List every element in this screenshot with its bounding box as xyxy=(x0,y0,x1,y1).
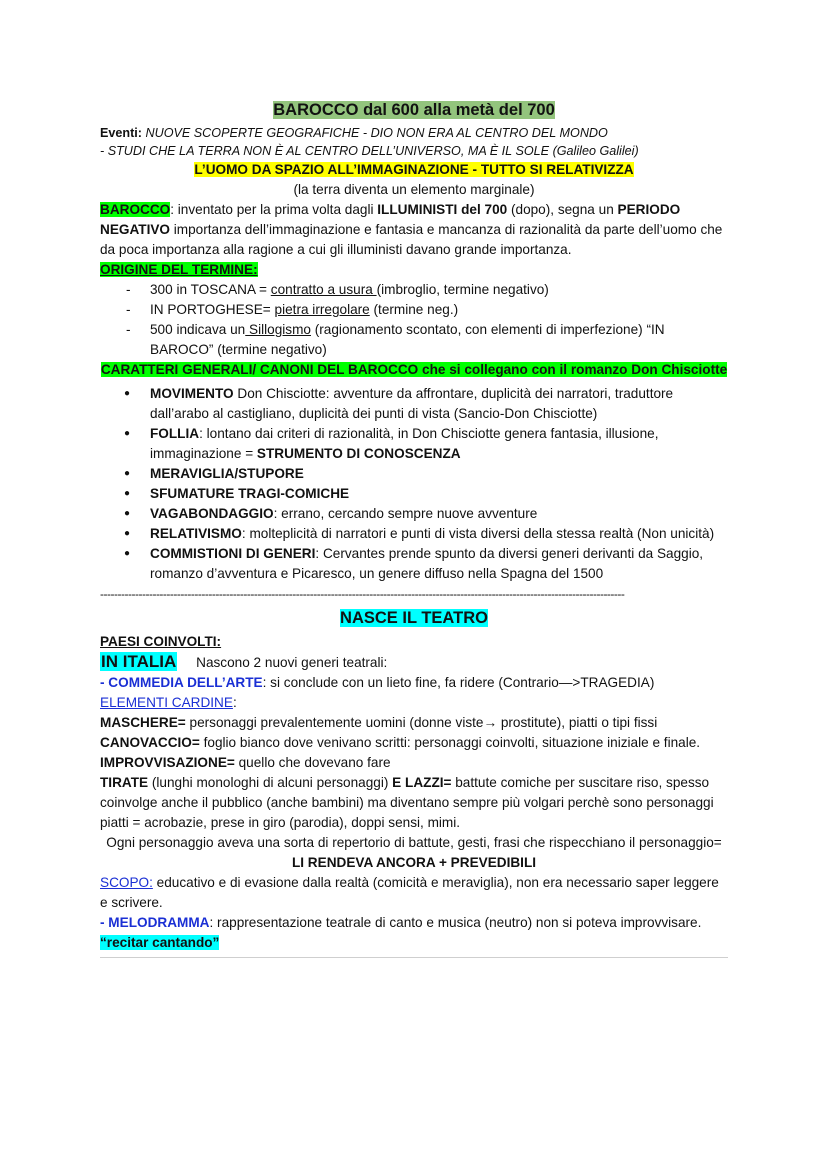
list-item: ● FOLLIA: lontano dai criteri di razionalità, in Don Chisciotte genera fantasia, illusione, immaginazione = STRUMENTO DI CONOSCENZA xyxy=(120,424,728,464)
scopo-link[interactable]: SCOPO: xyxy=(100,875,153,890)
commedia-line: - COMMEDIA DELL’ARTE: si conclude con un lieto fine, fa ridere (Contrario—>TRAGEDIA) xyxy=(100,675,655,690)
spazio-headline: L’UOMO DA SPAZIO ALL’IMMAGINAZIONE - TUTTO SI RELATIVIZZA xyxy=(194,162,634,177)
scopo-line: SCOPO: educativo e di evasione dalla realtà (comicità e meraviglia), non era necessario saper leggere e scrivere. xyxy=(100,875,719,910)
italia-line: IN ITALIA Nascono 2 nuovi generi teatrali: xyxy=(101,652,388,671)
list-item: ● SFUMATURE TRAGI-COMICHE xyxy=(120,484,728,504)
list-item: ● MERAVIGLIA/STUPORE xyxy=(120,464,728,484)
list-item: - 500 indicava un Sillogismo (ragionamento scontato, con elementi di imperfezione) “IN BAROCO” (termine negativo) xyxy=(122,320,728,360)
spazio-note: (la terra diventa un elemento marginale) xyxy=(293,182,535,197)
list-item: ● MOVIMENTO Don Chisciotte: avventure da affrontare, duplicità dei narratori, traduttore dall’arabo al castigliano, duplicità dei punti di vista (Sancio-Don Chisciotte) xyxy=(120,384,728,424)
canovaccio-line: CANOVACCIO= foglio bianco dove venivano scritti: personaggi coinvolti, situazione iniziale e finale. xyxy=(100,735,701,750)
dashed-divider: ------------------------------------------------------------------------------------------------------------------------------------------------------ xyxy=(100,587,625,601)
barocco-term: BAROCCO xyxy=(100,202,171,217)
eventi-line2: - STUDI CHE LA TERRA NON È AL CENTRO DELL’UNIVERSO, MA È IL SOLE xyxy=(100,144,550,158)
repertorio-line: Ogni personaggio aveva una sorta di repertorio di battute, gesti, frasi che rispecchiano il personaggio= LI RENDEVA ANCORA + PREVEDIBILI xyxy=(106,835,722,870)
tirate-line: TIRATE (lunghi monologhi di alcuni personaggi) E LAZZI= battute comiche per suscitare riso, spesso coinvolge anche il pubblico (anche bambini) ma diventano sempre più volgari perchè sono personaggi piatti = acrobazie, prese in giro (parodia), doppi sensi, mimi. xyxy=(100,775,714,830)
eventi-label: Eventi: xyxy=(100,126,142,140)
improvvisazione-line: IMPROVVISAZIONE= quello che dovevano fare xyxy=(100,755,391,770)
elementi-line: ELEMENTI CARDINE: xyxy=(100,695,237,710)
barocco-definition: BAROCCO: inventato per la prima volta dagli ILLUMINISTI del 700 (dopo), segna un PERIODO NEGATIVO importanza dell’immaginazione e fantasia e mancanza di razionalità da parte dell’uomo che da poca importanza alla ragione a cui gli illuministi davano grande importanza. xyxy=(100,202,723,257)
eventi-line2-note: (Galileo Galilei) xyxy=(552,144,639,158)
bottom-rule xyxy=(100,957,728,958)
list-item: - 300 in TOSCANA = contratto a usura (imbroglio, termine negativo) xyxy=(122,280,728,300)
list-item: ● COMMISTIONI DI GENERI: Cervantes prende spunto da diversi generi derivanti da Saggio, romanzo d’avventura e Picaresco, un genere diffuso nella Spagna del 1500 xyxy=(120,544,728,584)
list-item: ● VAGABONDAGGIO: errano, cercando sempre nuove avventure xyxy=(120,504,728,524)
paesi-heading: PAESI COINVOLTI: xyxy=(100,634,222,649)
eventi-line1: NUOVE SCOPERTE GEOGRAFICHE - DIO NON ERA AL CENTRO DEL MONDO xyxy=(145,126,608,140)
origine-heading: ORIGINE DEL TERMINE: xyxy=(100,262,258,277)
caratteri-list xyxy=(100,384,728,584)
origine-list xyxy=(100,280,728,360)
list-item: - IN PORTOGHESE= pietra irregolare (termine neg.) xyxy=(122,300,728,320)
document-content xyxy=(100,98,728,958)
elementi-cardine-link[interactable]: ELEMENTI CARDINE xyxy=(100,695,233,710)
teatro-title: NASCE IL TEATRO xyxy=(340,609,488,627)
recitar-cantando: “recitar cantando” xyxy=(100,935,220,950)
page-title: BAROCCO dal 600 alla metà del 700 xyxy=(273,101,555,119)
eventi-block xyxy=(100,124,728,160)
caratteri-heading: CARATTERI GENERALI/ CANONI DEL BAROCCO che si collegano con il romanzo Don Chisciotte xyxy=(100,362,728,377)
maschere-line: MASCHERE= personaggi prevalentemente uomini (donne viste→ prostitute), piatti o tipi fissi xyxy=(100,715,658,730)
melodramma-line: - MELODRAMMA: rappresentazione teatrale di canto e musica (neutro) non si poteva improvvisare. “recitar cantando” xyxy=(100,915,702,950)
italia-badge: IN ITALIA xyxy=(101,652,177,671)
list-item: ● RELATIVISMO: molteplicità di narratori e punti di vista diversi della stessa realtà (Non unicità) xyxy=(120,524,728,544)
